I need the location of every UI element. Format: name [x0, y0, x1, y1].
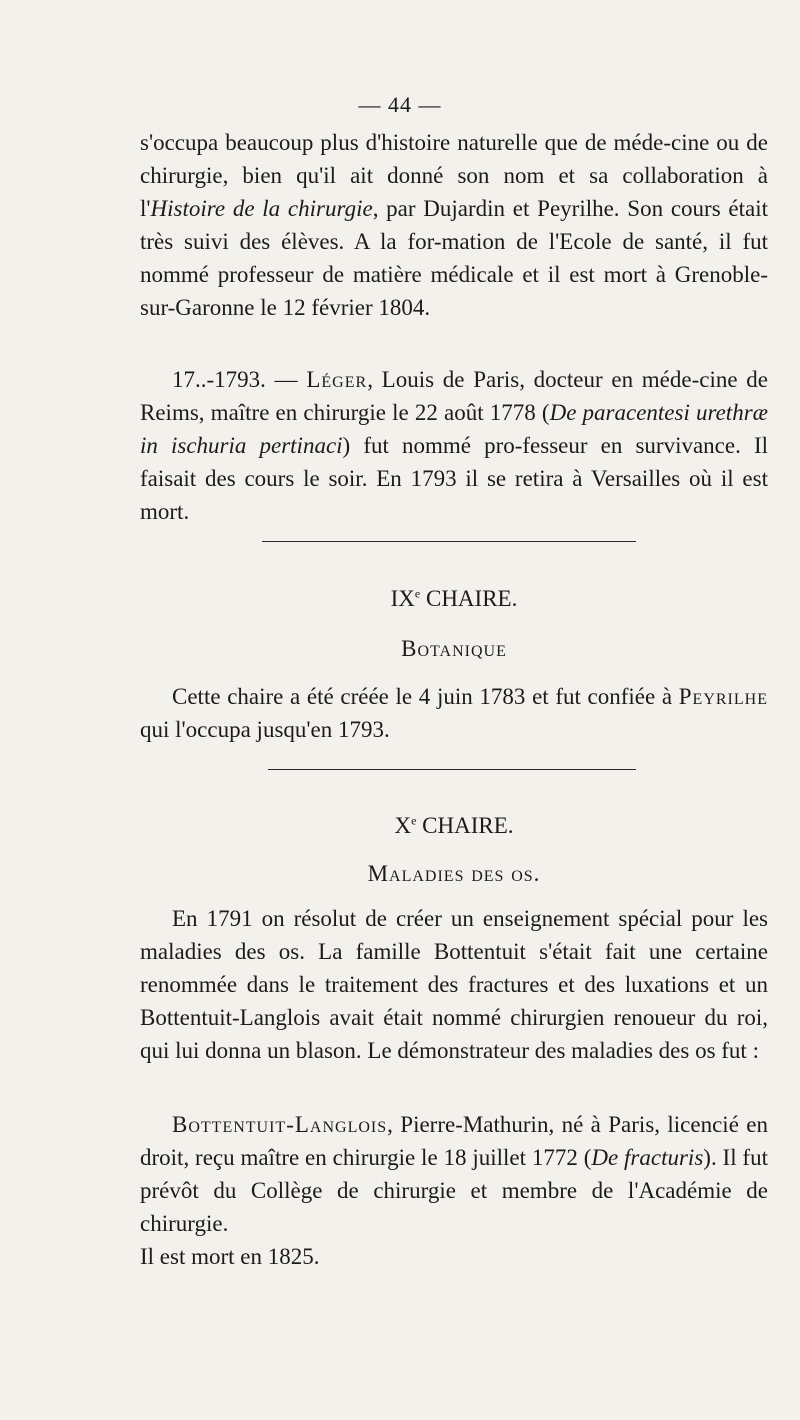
paragraph-bottentuit [140, 1108, 768, 1240]
section-heading-ix [140, 584, 768, 614]
paragraph-text: ) fut nommé pro-fesseur en survivance. Il faisait des cours le soir. En 1793 il se retira à Versailles où il est mort. [140, 433, 768, 524]
paragraph-text: ). Il fut prévôt du Collège de chirurgie et membre de l'Académie de chirurgie. [140, 1145, 768, 1236]
paragraph-leger [140, 363, 768, 528]
section-divider [262, 541, 636, 542]
thesis-title: De fracturis [591, 1145, 704, 1170]
paragraph-text: , Pierre-Mathurin, né à Paris, licencié en droit, reçu maître en chirurgie le 18 juillet 1772 ( [140, 1112, 768, 1170]
paragraph-text: Cette chaire a été créée le 4 juin 1783 et fut confiée à [172, 684, 679, 709]
paragraph-text: , Louis de Paris, docteur en méde-cine de Reims, maître en chirurgie le 22 août 1778 ( [140, 367, 768, 425]
page-number: — 44 — [358, 92, 442, 117]
section-subject-ix: Botanique [401, 636, 507, 661]
section-subject-x: Maladies des os. [367, 861, 541, 886]
paragraph-text: , par Dujardin et Peyrilhe. Son cours était très suivi des élèves. A la for-mation de l'Ecole de santé, il fut nommé professeur de matière médicale et il est mort à Grenoble-sur-Garonne le 12 février 1804. [140, 196, 768, 320]
paragraph-botanique [140, 680, 768, 746]
chair-number-suffix: e [411, 813, 417, 828]
paragraph-text: qui l'occupa jusqu'en 1793. [140, 717, 390, 742]
book-title: Histoire de la chirurgie [150, 196, 373, 221]
chair-label: CHAIRE. [416, 813, 514, 838]
person-name: Léger [306, 367, 368, 392]
section-divider [268, 769, 636, 770]
chair-number: X [394, 813, 412, 838]
paragraph-intro [140, 126, 768, 324]
chair-label: CHAIRE. [420, 586, 518, 611]
person-name: Peyrilhe [678, 684, 768, 709]
section-heading-x [140, 811, 768, 841]
entry-dates: 17..-1793. — [172, 367, 307, 392]
paragraph-maladies: En 1791 on résolut de créer un enseignement spécial pour les maladies des os. La famille Bottentuit s'était fait une certaine renommée dans le traitement des fractures et des luxations et un Bottentuit-Langlois avait était nommé chirurgien renoueur du roi, qui lui donna un blason. Le démonstrateur des maladies des os fut : [140, 906, 768, 1063]
thesis-title: De paracentesi urethræ in ischuria pertinaci [140, 400, 768, 458]
paragraph-text: s'occupa beaucoup plus d'histoire naturelle que de méde-cine ou de chirurgie, bien qu'il ait donné son nom et sa collaboration à l' [140, 130, 768, 221]
paragraph-death: Il est mort en 1825. [140, 1244, 320, 1269]
chair-number: IX [390, 586, 415, 611]
chair-number-suffix: e [414, 586, 421, 601]
person-name: Bottentuit-Langlois [172, 1112, 388, 1137]
